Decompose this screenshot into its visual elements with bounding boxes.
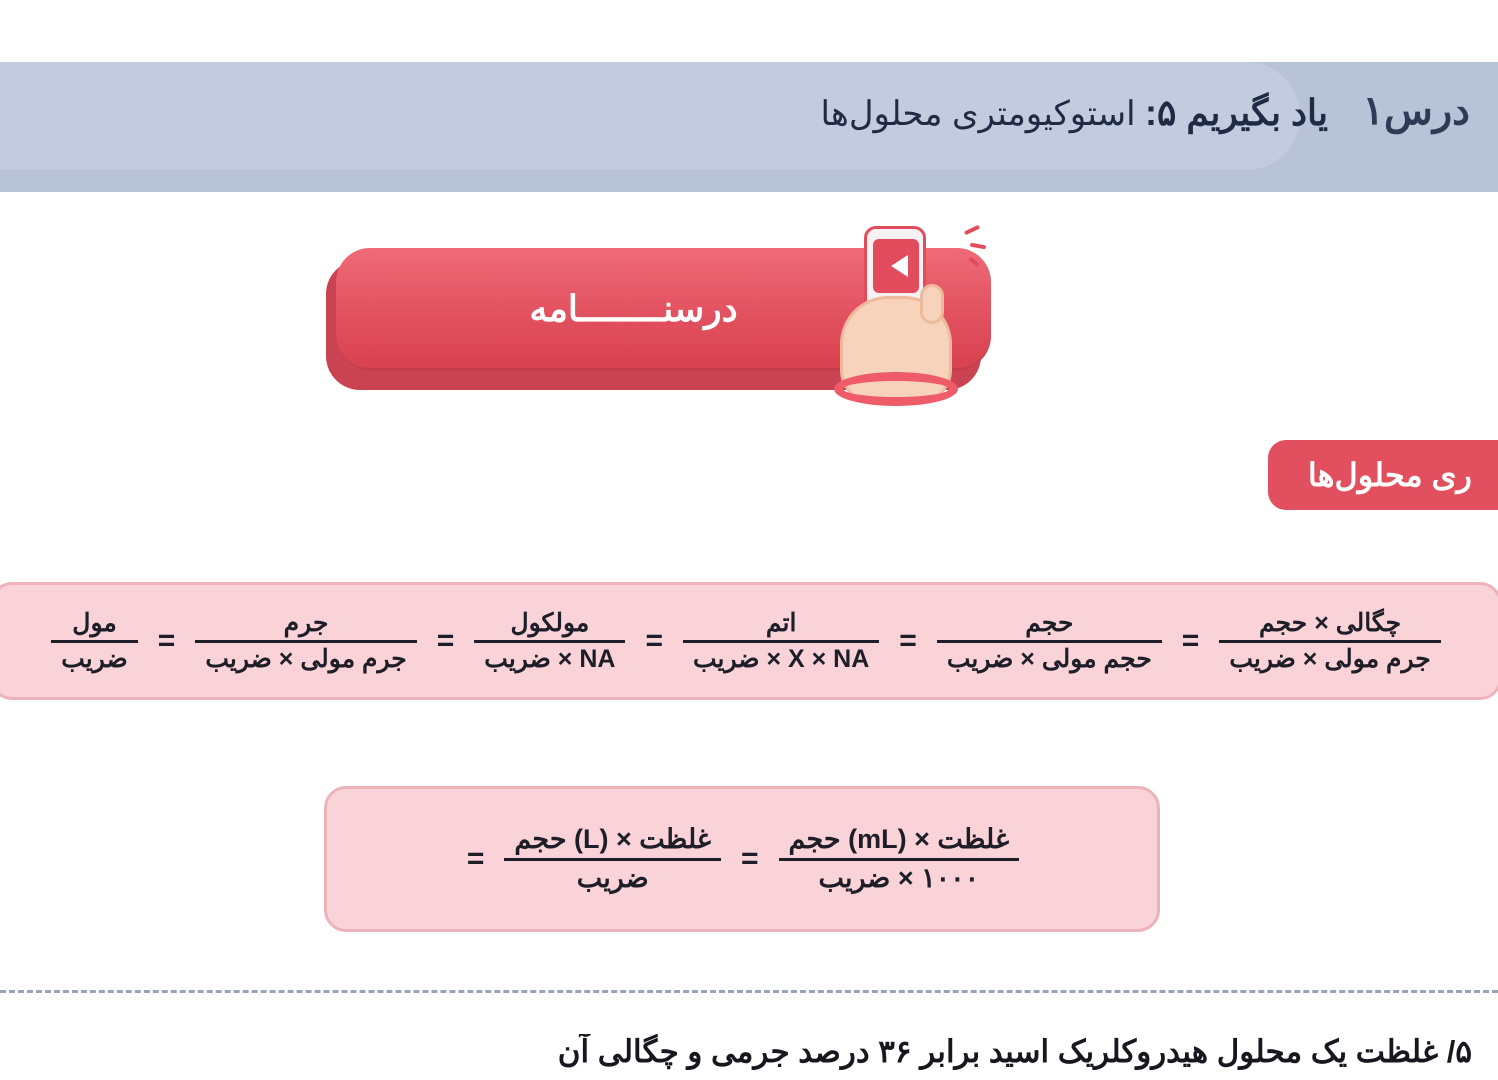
fraction-4-numerator: مولکول — [510, 608, 590, 637]
fraction-7 — [779, 822, 1020, 895]
play-icon — [891, 255, 908, 277]
page-title — [821, 92, 1328, 134]
fraction-5 — [195, 607, 416, 676]
equals-7: = — [466, 842, 485, 875]
fraction-2-denominator: حجم مولی × ضریب — [946, 644, 1152, 673]
fraction-8-denominator: ضریب — [576, 862, 649, 893]
fraction-2 — [937, 607, 1162, 676]
equals-5: = — [157, 624, 176, 657]
equals-3: = — [645, 624, 663, 657]
lesson-note-button-label: درسنــــــــامه — [529, 288, 738, 329]
fraction-3 — [683, 607, 879, 676]
equals-2: = — [899, 624, 917, 657]
ring-shape — [834, 372, 958, 406]
fraction-1-denominator: جرم مولی × ضریب — [1229, 644, 1431, 673]
formula-row-2 — [327, 789, 1157, 929]
section-pill — [1268, 440, 1498, 510]
fraction-6-denominator: ضریب — [61, 644, 128, 673]
fraction-8 — [504, 822, 721, 895]
fraction-7-denominator: ۱۰۰۰ × ضریب — [818, 862, 980, 893]
lesson-note-button-wrap[interactable] — [326, 222, 1006, 412]
fraction-6 — [51, 607, 138, 676]
fraction-6-numerator: مول — [72, 608, 117, 637]
equals-1: = — [1181, 624, 1200, 657]
dashed-divider — [0, 990, 1498, 993]
fraction-7-numerator: غلظت × (mL) حجم — [788, 824, 1010, 855]
page-title-rest: استوکیومتری محلول‌ها — [820, 95, 1146, 133]
equals-4: = — [436, 624, 455, 657]
phone-play-in-hand-icon — [816, 222, 986, 412]
fraction-2-numerator: حجم — [1025, 608, 1074, 637]
fraction-8-numerator: غلظت × (L) حجم — [514, 824, 711, 855]
fraction-4 — [474, 607, 625, 676]
fraction-1 — [1219, 607, 1440, 676]
formula-row-1 — [0, 585, 1498, 697]
lesson-tag: درس۱ — [1362, 89, 1470, 133]
equals-6: = — [741, 842, 759, 875]
fraction-3-denominator: X × NA × ضریب — [692, 644, 870, 673]
fraction-5-numerator: جرم — [283, 608, 329, 637]
fraction-1-numerator: چگالی × حجم — [1259, 608, 1402, 637]
thumb-shape — [920, 284, 944, 324]
fraction-5-denominator: جرم مولی × ضریب — [205, 644, 407, 673]
fraction-4-denominator: NA × ضریب — [484, 644, 616, 673]
question-text: ۵/ غلظت یک محلول هیدروکلریک اسید برابر ۳۶ درصد جرمی و چگالی آن — [557, 1034, 1472, 1069]
formula-box-row1 — [0, 582, 1498, 700]
fraction-3-numerator: اتم — [765, 608, 797, 637]
page-title-bold: یاد بگیریم ۵: — [1145, 92, 1328, 133]
section-pill-label: ری محلول‌ها — [1307, 457, 1472, 493]
formula-box-row2 — [324, 786, 1160, 932]
